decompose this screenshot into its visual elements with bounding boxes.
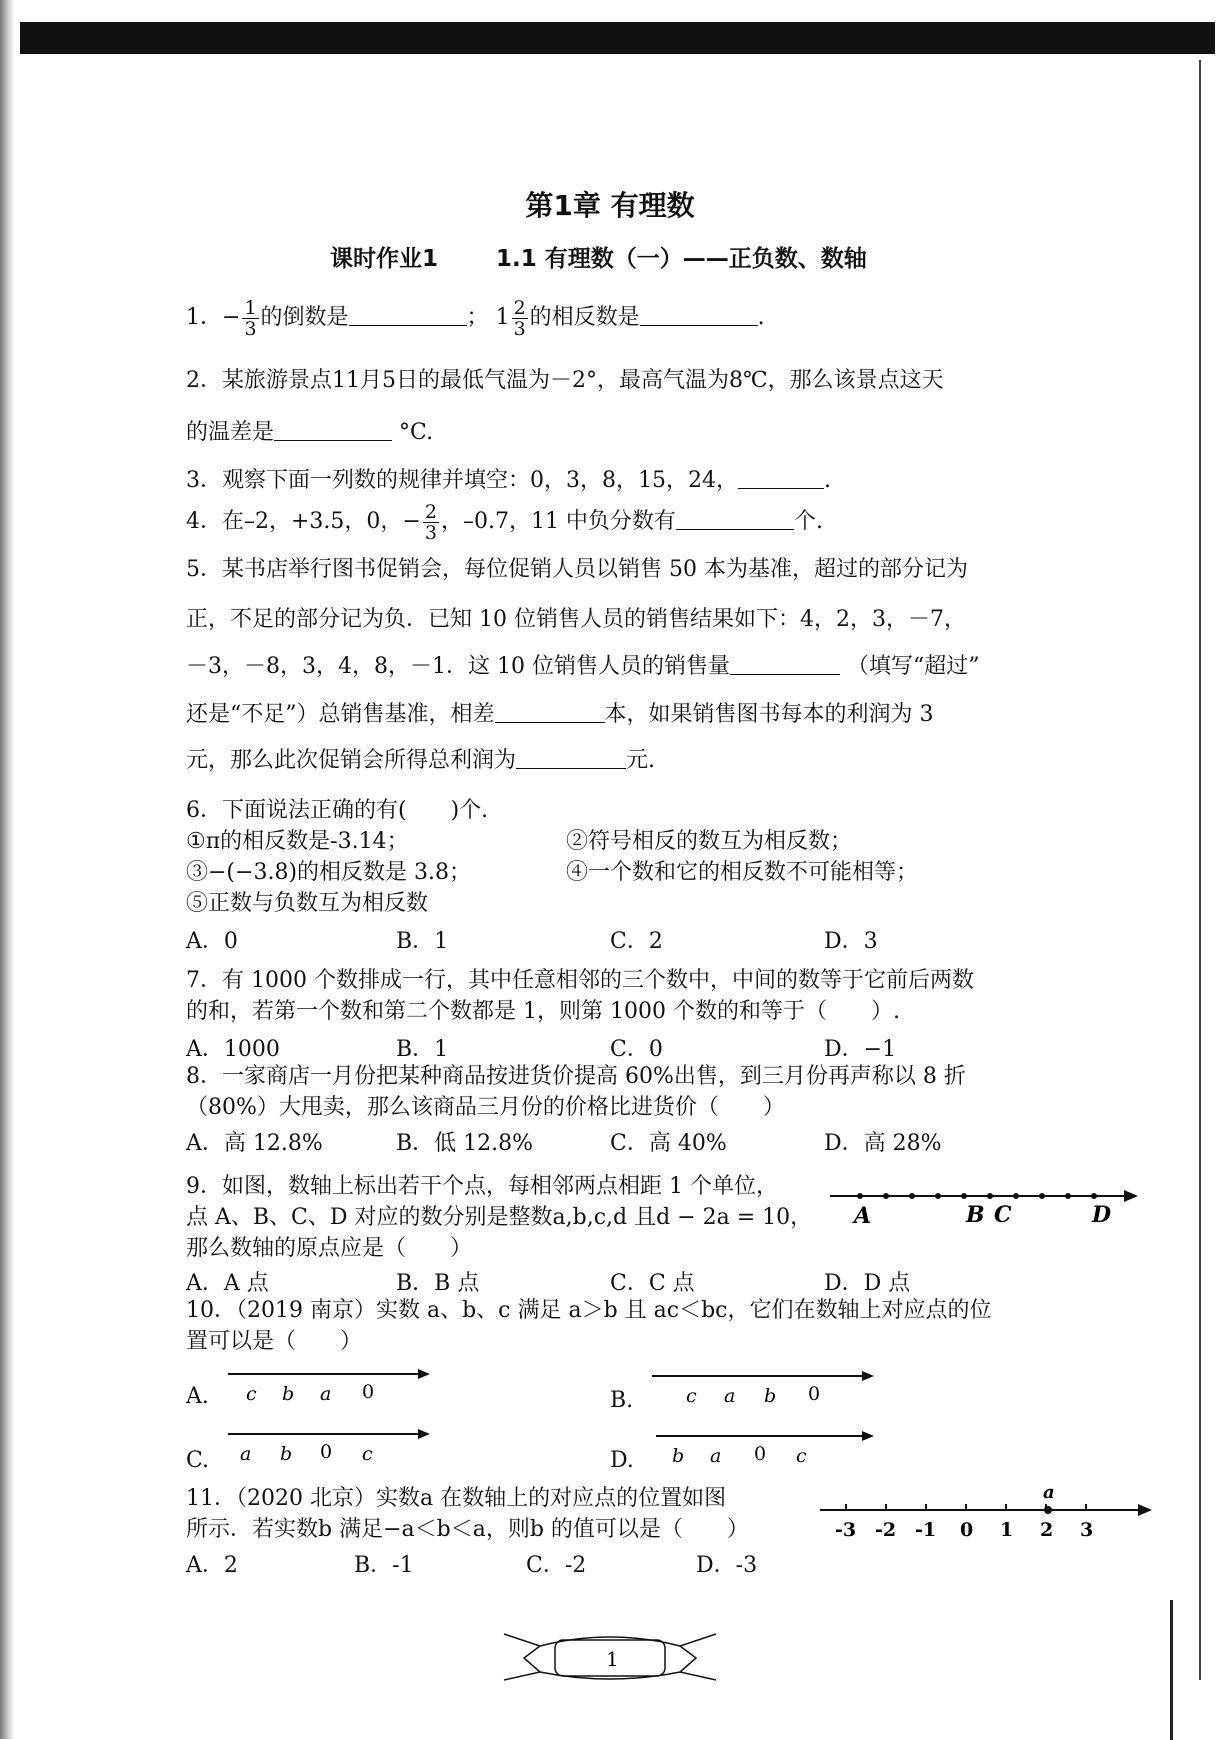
number-line-point <box>1039 1193 1045 1199</box>
lesson-label: 课时作业1 <box>330 246 439 272</box>
svg-text:b: b <box>764 1385 777 1407</box>
lesson-section: 1.1 有理数（一）——正负数、数轴 <box>496 246 867 272</box>
number-line-option-c <box>224 1420 434 1466</box>
question-5-line-3: －3，－8，3，4，8，－1．这 10 位销售人员的销售量 （填写“超过” <box>186 654 980 679</box>
tick-label: -1 <box>915 1519 937 1541</box>
point-a-label: a <box>1043 1482 1055 1503</box>
question-5-line-2: 正，不足的部分记为负．已知 10 位销售人员的销售结果如下：4，2，3，－7， <box>186 607 966 632</box>
answer-blank[interactable] <box>640 303 758 326</box>
chapter-title: 第1章 有理数 <box>525 189 695 222</box>
answer-blank[interactable] <box>349 303 467 326</box>
fraction: $\frac{2}{3}$ <box>424 500 437 544</box>
svg-text:c: c <box>362 1443 373 1465</box>
number-line-point <box>961 1193 967 1199</box>
option-a[interactable]: A．0 <box>186 929 238 954</box>
option-c[interactable]: C．C 点 <box>610 1271 695 1296</box>
option-d[interactable]: D. <box>610 1448 634 1473</box>
option-b[interactable]: B．1 <box>396 929 449 954</box>
question-8-line-1: 8．一家商店一月份把某种商品按进货价提高 60%出售，到三月份再声称以 8 折 <box>186 1064 966 1089</box>
tick-label: 2 <box>1040 1519 1054 1541</box>
option-b[interactable]: B．-1 <box>354 1553 414 1578</box>
svg-text:b: b <box>672 1445 685 1467</box>
point-c-label: C <box>994 1202 1012 1228</box>
scan-left-edge <box>0 0 14 1739</box>
number-line-point <box>987 1193 993 1199</box>
svg-text:a: a <box>240 1443 252 1465</box>
option-c[interactable]: C．高 40% <box>610 1131 727 1156</box>
option-b[interactable]: B．1 <box>396 1037 449 1062</box>
option-d[interactable]: D．−1 <box>824 1037 897 1062</box>
svg-text:0: 0 <box>362 1381 375 1403</box>
option-a[interactable]: A．高 12.8% <box>186 1131 323 1156</box>
question-6-stem: 6．下面说法正确的有( )个. <box>186 798 489 823</box>
question-11-line-1: 11．（2020 北京）实数a 在数轴上的对应点的位置如图 <box>186 1486 727 1511</box>
tick-label: -2 <box>875 1519 897 1541</box>
statement-3: ③−(−3.8)的相反数是 3.8； <box>186 860 472 885</box>
question-11-line-2: 所示．若实数b 满足−a＜b＜a，则b 的值可以是（ ） <box>186 1517 749 1542</box>
question-5-line-1: 5．某书店举行图书促销会，每位促销人员以销售 50 本为基准，超过的部分记为 <box>186 557 968 582</box>
question-8-line-2: （80%）大甩卖，那么该商品三月份的价格比进货价（ ） <box>186 1095 785 1120</box>
tick-label: -3 <box>835 1519 857 1541</box>
question-4: 4．在–2，+3.5，0，− $\frac{2}{3}$ ，–0.7，11 中负分数有 个. <box>186 500 823 544</box>
svg-text:0: 0 <box>320 1441 333 1463</box>
number-line-point <box>1091 1193 1097 1199</box>
svg-text:b: b <box>282 1383 295 1405</box>
question-9-line-1: 9．如图，数轴上标出若干个点，每相邻两点相距 1 个单位， <box>186 1174 778 1199</box>
option-a[interactable]: A．1000 <box>186 1037 280 1062</box>
question-2-line-1: 2．某旅游景点11月5日的最低气温为－2°，最高气温为8℃，那么该景点这天 <box>186 368 944 393</box>
option-c[interactable]: C．0 <box>610 1037 663 1062</box>
tick-label: 0 <box>960 1519 974 1541</box>
statement-1: ①π的相反数是-3.14； <box>186 829 409 854</box>
answer-blank[interactable] <box>676 507 794 530</box>
number-line-point <box>909 1193 915 1199</box>
option-a[interactable]: A．2 <box>186 1553 238 1578</box>
option-a[interactable]: A. <box>186 1384 209 1409</box>
question-10-line-2: 置可以是（ ） <box>186 1329 363 1354</box>
number-line-q11 <box>816 1482 1156 1546</box>
number-line-q9 <box>826 1180 1146 1230</box>
scan-top-bar <box>20 22 1215 54</box>
question-7-line-2: 的和，若第一个数和第二个数都是 1，则第 1000 个数的和等于（ ）. <box>186 999 900 1024</box>
svg-text:b: b <box>280 1443 293 1465</box>
option-c[interactable]: C. <box>186 1448 210 1473</box>
question-7-line-1: 7．有 1000 个数排成一行，其中任意相邻的三个数中，中间的数等于它前后两数 <box>186 968 974 993</box>
point-b-label: B <box>966 1202 985 1228</box>
number-line-point <box>1065 1193 1071 1199</box>
question-9-line-3: 那么数轴的原点应是（ ） <box>186 1236 473 1261</box>
tick-label: 1 <box>1000 1519 1014 1541</box>
option-d[interactable]: D．3 <box>824 929 878 954</box>
number-line-option-d <box>648 1422 878 1468</box>
number-line-point <box>857 1193 863 1199</box>
number-line-option-a <box>224 1360 434 1406</box>
option-a[interactable]: A．A 点 <box>186 1271 269 1296</box>
svg-text:c: c <box>246 1383 257 1405</box>
question-5-line-5: 元，那么此次促销会所得总利润为 元. <box>186 748 656 773</box>
point-d-label: D <box>1092 1202 1112 1228</box>
option-d[interactable]: D．D 点 <box>824 1271 911 1296</box>
option-b[interactable]: B．B 点 <box>396 1271 480 1296</box>
number-line-point <box>935 1193 941 1199</box>
statement-2: ②符号相反的数互为相反数； <box>566 829 853 854</box>
svg-text:c: c <box>796 1445 807 1467</box>
option-c[interactable]: C．-2 <box>526 1553 587 1578</box>
svg-text:a: a <box>724 1385 736 1407</box>
answer-blank[interactable] <box>730 652 840 675</box>
question-5-line-4: 还是“不足”）总销售基准，相差 本，如果销售图书每本的利润为 3 <box>186 702 934 727</box>
number-line-point <box>1013 1193 1019 1199</box>
svg-text:c: c <box>686 1385 697 1407</box>
tick-label: 3 <box>1080 1519 1094 1541</box>
svg-text:0: 0 <box>808 1383 821 1405</box>
answer-blank[interactable] <box>738 466 824 489</box>
number-line-option-b <box>648 1362 878 1408</box>
point-a-label: A <box>854 1203 872 1229</box>
answer-blank[interactable] <box>516 746 626 769</box>
number-line-point <box>883 1193 889 1199</box>
scan-mark <box>1170 1600 1173 1740</box>
question-3: 3．观察下面一列数的规律并填空：0，3，8，15，24， . <box>186 468 831 493</box>
option-b[interactable]: B．低 12.8% <box>396 1131 534 1156</box>
option-d[interactable]: D．高 28% <box>824 1131 942 1156</box>
fraction: $\frac{2}{3}$ <box>513 296 526 340</box>
svg-text:a: a <box>320 1383 332 1405</box>
svg-text:a: a <box>710 1445 722 1467</box>
answer-blank[interactable] <box>495 700 605 723</box>
question-9-line-2: 点 A、B、C、D 对应的数分别是整数a,b,c,d 且d − 2a = 10， <box>186 1205 813 1230</box>
statement-4: ④一个数和它的相反数不可能相等； <box>566 860 919 885</box>
question-2-line-2: 的温差是 °C. <box>186 420 434 445</box>
lesson-heading <box>330 240 867 273</box>
option-c[interactable]: C．2 <box>610 929 663 954</box>
statement-5: ⑤正数与负数互为相反数 <box>186 891 429 916</box>
question-1: 1．− $\frac{1}{3}$ 的倒数是 ； 1 $\frac{2}{3}$ 的相反数是 . <box>186 296 765 340</box>
option-b[interactable]: B. <box>610 1388 634 1413</box>
fraction: $\frac{1}{3}$ <box>244 296 257 340</box>
scan-right-edge <box>1199 60 1201 1680</box>
svg-text:0: 0 <box>754 1443 767 1465</box>
page-number-ornament <box>500 1624 720 1684</box>
question-10-line-1: 10．（2019 南京）实数 a、b、c 满足 a＞b 且 ac＜bc，它们在数轴上对应点的位 <box>186 1298 992 1323</box>
page-number: 1 <box>606 1647 619 1671</box>
answer-blank[interactable] <box>274 418 392 441</box>
point-a-dot <box>1044 1506 1052 1514</box>
option-d[interactable]: D．-3 <box>696 1553 758 1578</box>
